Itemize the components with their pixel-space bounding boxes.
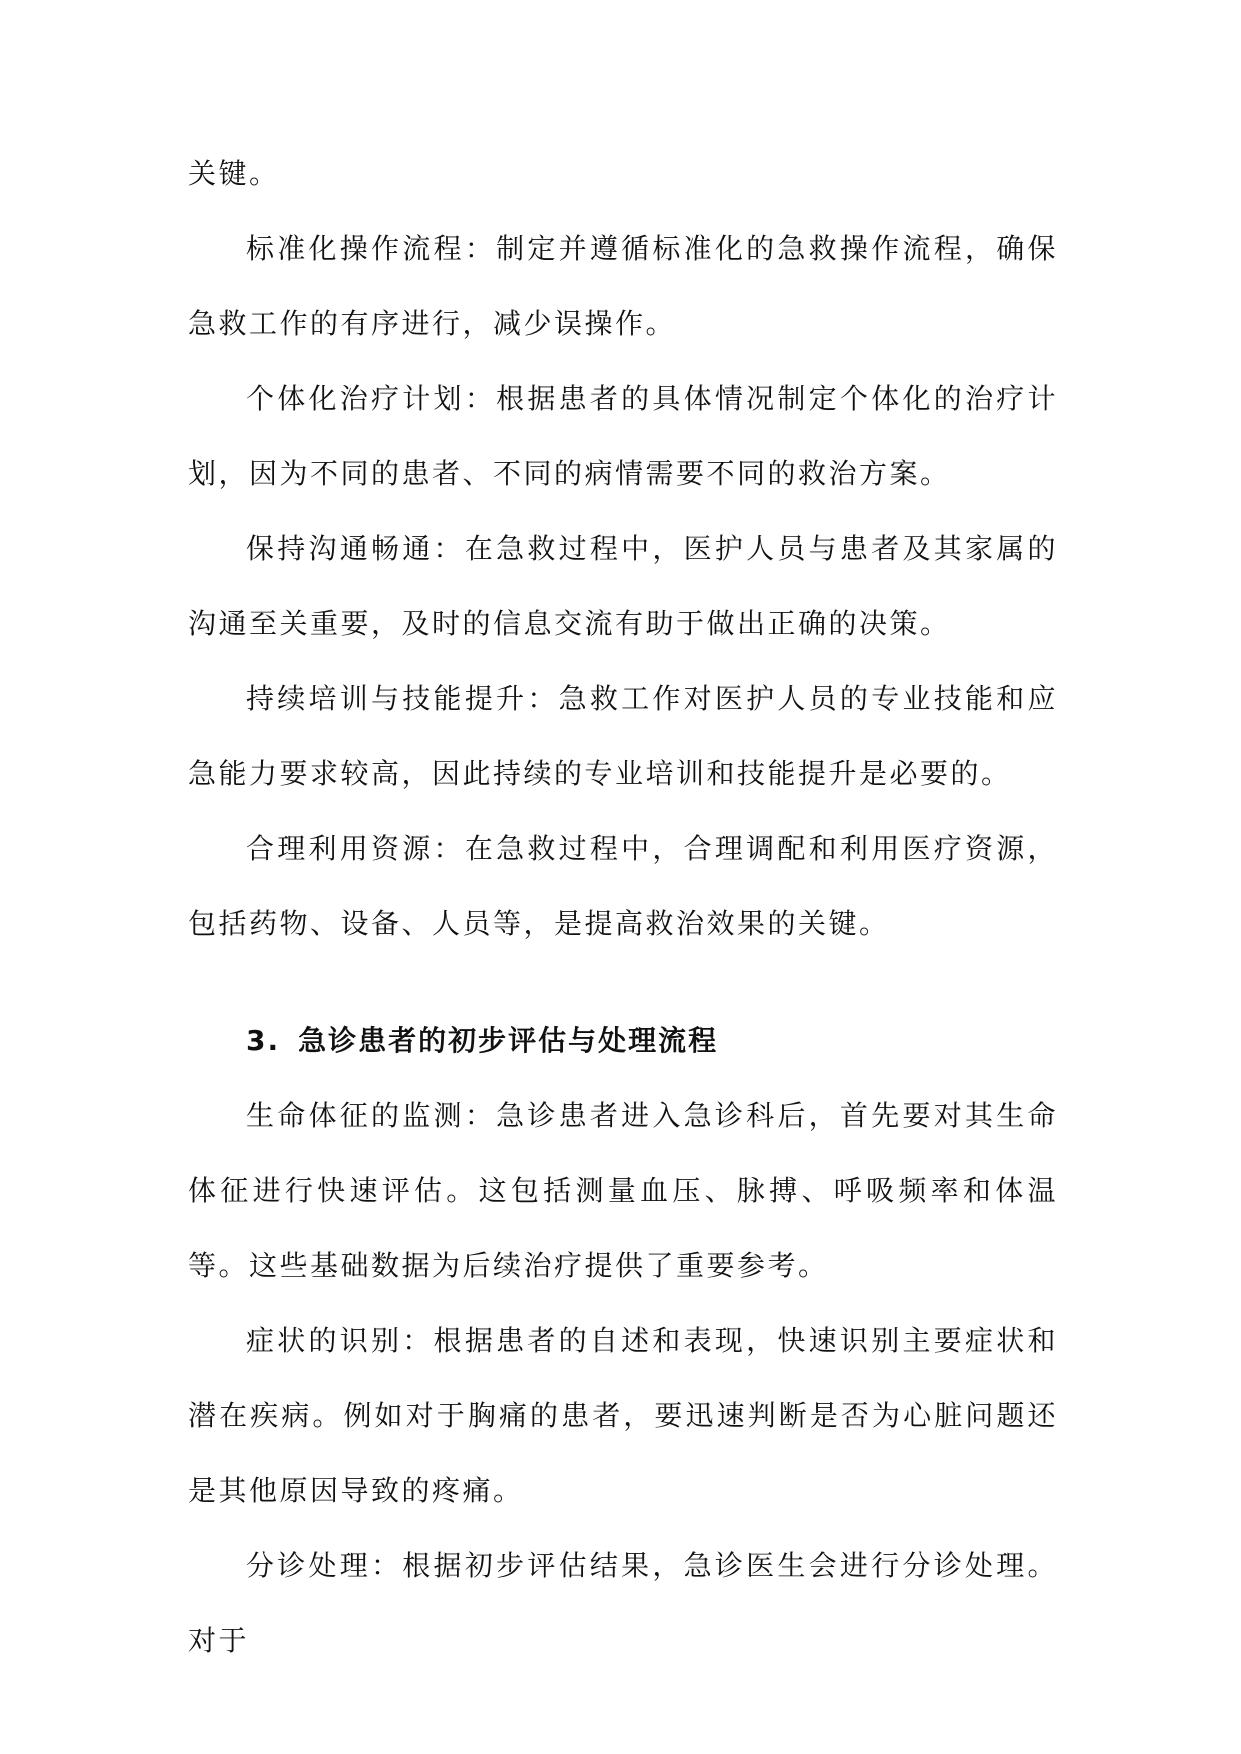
paragraph-triage: 分诊处理：根据初步评估结果，急诊医生会进行分诊处理。对于	[188, 1549, 1058, 1657]
paragraph-communication: 保持沟通畅通：在急救过程中，医护人员与患者及其家属的沟通至关重要，及时的信息交流有助于做出正确的决策。	[188, 532, 1058, 640]
paragraph-continuation: 关键。	[188, 157, 280, 190]
document-body	[188, 136, 1058, 1678]
paragraph-training: 持续培训与技能提升：急救工作对医护人员的专业技能和应急能力要求较高，因此持续的专业培训和技能提升是必要的。	[188, 682, 1058, 790]
section-heading	[188, 1003, 1058, 1078]
paragraph-individual-treatment: 个体化治疗计划：根据患者的具体情况制定个体化的治疗计划，因为不同的患者、不同的病情需要不同的救治方案。	[188, 382, 1058, 490]
section-number: 3.	[246, 1024, 281, 1057]
paragraph-symptom-identification: 症状的识别：根据患者的自述和表现，快速识别主要症状和潜在疾病。例如对于胸痛的患者，要迅速判断是否为心脏问题还是其他原因导致的疼痛。	[188, 1324, 1058, 1507]
paragraph-standardized-procedure: 标准化操作流程：制定并遵循标准化的急救操作流程，确保急救工作的有序进行，减少误操作。	[188, 232, 1058, 340]
paragraph-resources: 合理利用资源：在急救过程中，合理调配和利用医疗资源，包括药物、设备、人员等，是提高救治效果的关键。	[188, 832, 1058, 940]
paragraph-vital-signs: 生命体征的监测：急诊患者进入急诊科后，首先要对其生命体征进行快速评估。这包括测量血压、脉搏、呼吸频率和体温等。这些基础数据为后续治疗提供了重要参考。	[188, 1099, 1058, 1282]
section-title: 急诊患者的初步评估与处理流程	[298, 1024, 719, 1057]
